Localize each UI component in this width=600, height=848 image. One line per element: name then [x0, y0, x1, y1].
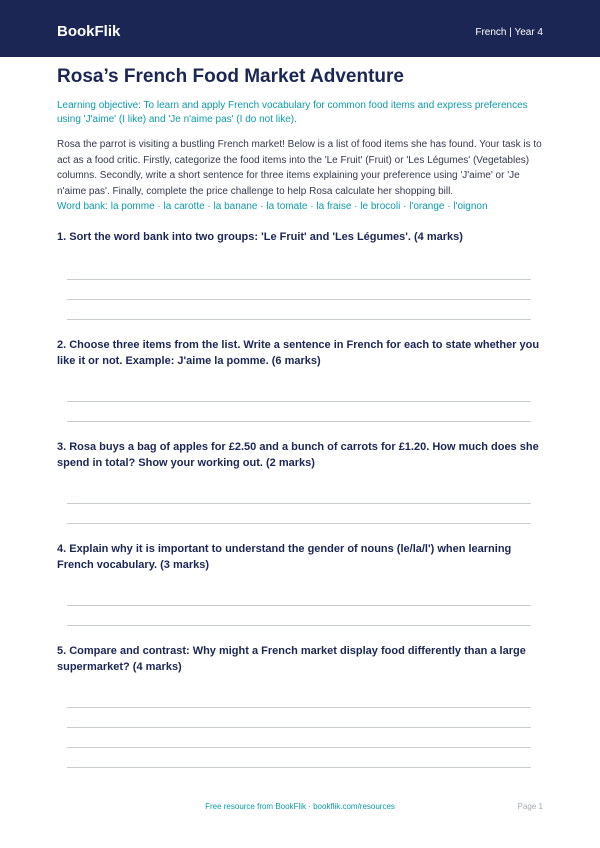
answer-line[interactable]	[67, 401, 531, 402]
answer-line[interactable]	[67, 299, 531, 300]
question-5: 5. Compare and contrast: Why might a French market display food differently than a large supermarket? (4 marks)	[57, 645, 526, 673]
question-3: 3. Rosa buys a bag of apples for £2.50 and a bunch of carrots for £1.20. How much does she spend in total? Show your working out. (2 marks)	[57, 441, 539, 469]
subject-year-label: French | Year 4	[475, 27, 543, 38]
question-4: 4. Explain why it is important to understand the gender of nouns (le/la/l') when learning French vocabulary. (3 marks)	[57, 543, 512, 571]
answer-line[interactable]	[67, 503, 531, 504]
question-2: 2. Choose three items from the list. Write a sentence in French for each to state whether you like it or not. Example: J'aime la pomme. (6 marks)	[57, 339, 540, 367]
page-number: Page 1	[517, 802, 543, 811]
answer-line[interactable]	[67, 319, 531, 320]
answer-line[interactable]	[67, 727, 531, 728]
page-title: Rosa’s French Food Market Adventure	[57, 66, 404, 87]
answer-line[interactable]	[67, 707, 531, 708]
answer-line[interactable]	[67, 747, 531, 748]
answer-line[interactable]	[67, 767, 531, 768]
footer-credit: Free resource from BookFlik · bookflik.com/resources	[205, 802, 395, 811]
answer-line[interactable]	[67, 421, 531, 422]
learning-objective: Learning objective: To learn and apply French vocabulary for common food items and express preferences using 'J'aime' (I like) and 'Je n'aime pas' (I do not like).	[57, 100, 528, 125]
answer-line[interactable]	[67, 605, 531, 606]
answer-line[interactable]	[67, 625, 531, 626]
brand-logo-text: BookFlik	[57, 23, 121, 40]
page-header	[0, 0, 600, 57]
answer-line[interactable]	[67, 279, 531, 280]
question-1: 1. Sort the word bank into two groups: 'Le Fruit' and 'Les Légumes'. (4 marks)	[57, 231, 463, 243]
word-bank: Word bank: la pomme · la carotte · la banane · la tomate · la fraise · le brocoli · l'orange · l'oignon	[57, 201, 488, 212]
intro-paragraph: Rosa the parrot is visiting a bustling French market! Below is a list of food items she has found. Your task is to act as a food critic. Firstly, categorize the food items into the 'Le Fruit' (Fruit) or 'Les Légumes' (Vegetables) columns. Secondly, write a short sentence for three items explaining your preference using 'J'aime' or 'Je n'aime pas'. Finally, complete the price challenge to help Rosa calculate her shopping bill.	[57, 139, 542, 197]
answer-line[interactable]	[67, 523, 531, 524]
